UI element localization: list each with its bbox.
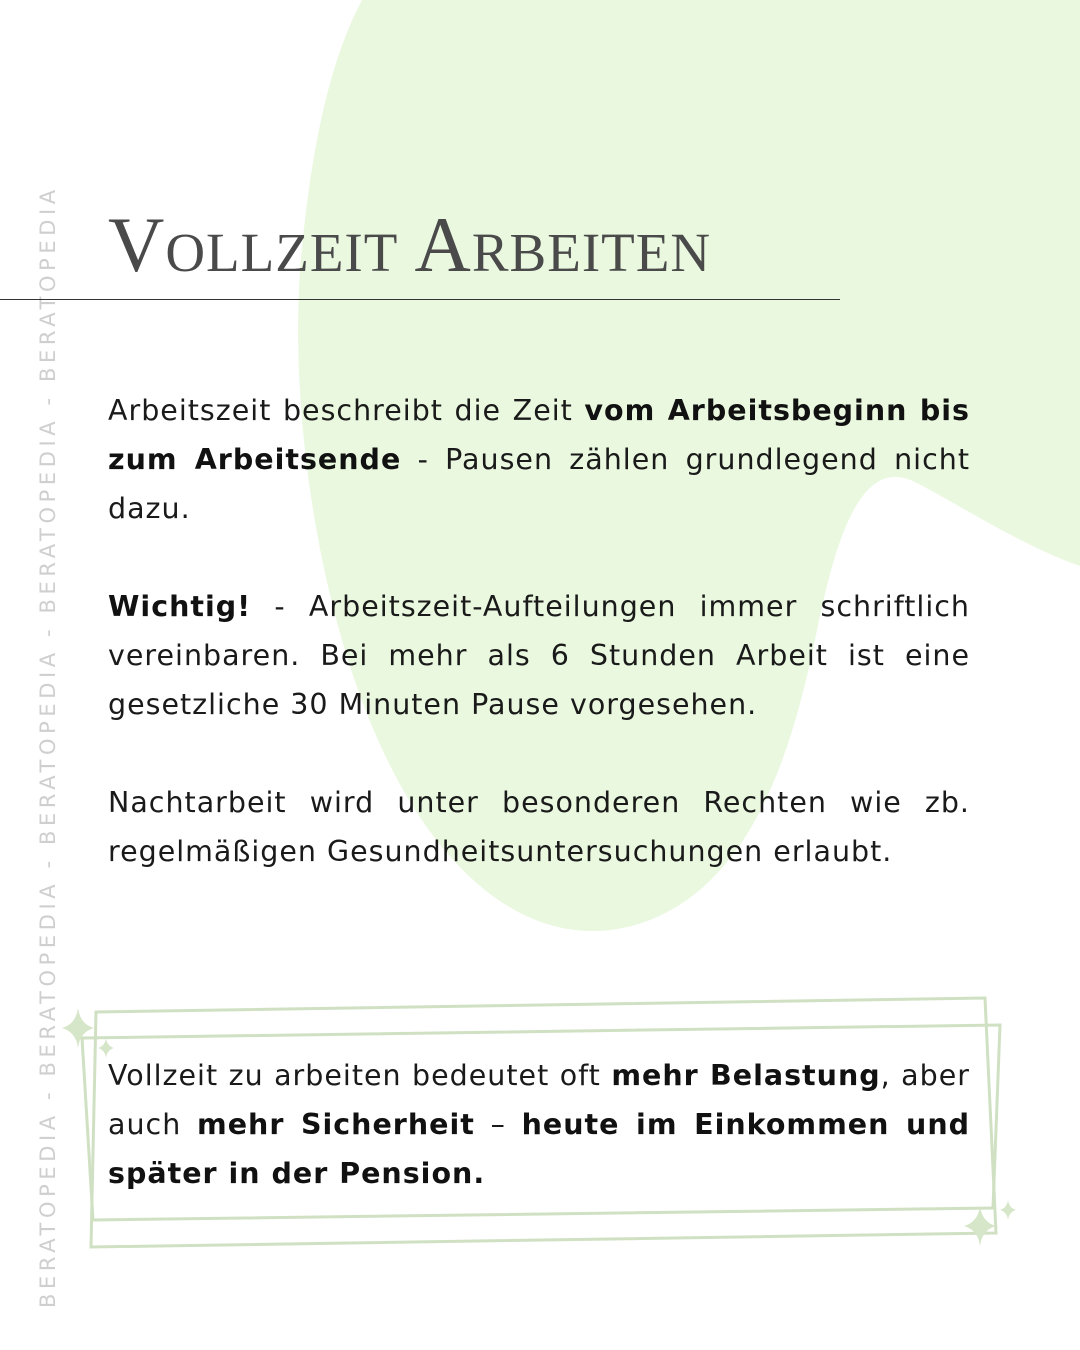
callout-text-part: Vollzeit zu arbeiten bedeutet oft <box>108 1059 612 1092</box>
paragraph-bold: Wichtig! <box>108 590 252 623</box>
paragraph-text: Nachtarbeit wird unter besonderen Rechten wie zb. regelmäßigen Gesundheitsuntersuchungen erlaubt. <box>108 786 970 868</box>
callout-text-part: , aber auch <box>108 1059 970 1141</box>
paragraph-text: Arbeitszeit beschreibt die Zeit <box>108 394 585 427</box>
paragraph-text: - Arbeitszeit-Aufteilungen immer schriftlich vereinbaren. Bei mehr als 6 Stunden Arbeit ist eine gesetzliche 30 Minuten Pause vorgesehen. <box>108 590 970 721</box>
callout-bold: mehr Belastung <box>611 1059 881 1092</box>
paragraph-night-work <box>108 778 970 876</box>
callout-bold: mehr Sicherheit <box>197 1108 475 1141</box>
paragraph-text: - Pausen zählen grundlegend nicht dazu. <box>108 443 971 525</box>
paragraph-important <box>108 582 970 729</box>
page-title: Vollzeit Arbeiten <box>108 201 712 288</box>
paragraph-bold: vom Arbeitsbeginn bis zum Arbeitsende <box>108 394 970 476</box>
paragraph-working-time <box>108 386 970 533</box>
vertical-watermark: BERATOPEDIA - BERATOPEDIA - BERATOPEDIA - BERATOPEDIA - BERATOPEDIA <box>36 185 60 1308</box>
callout-text-part: – <box>474 1108 522 1141</box>
callout-text <box>108 1051 970 1198</box>
callout-bold: heute im Einkommen und später in der Pension. <box>108 1108 971 1190</box>
title-underline <box>0 299 840 300</box>
